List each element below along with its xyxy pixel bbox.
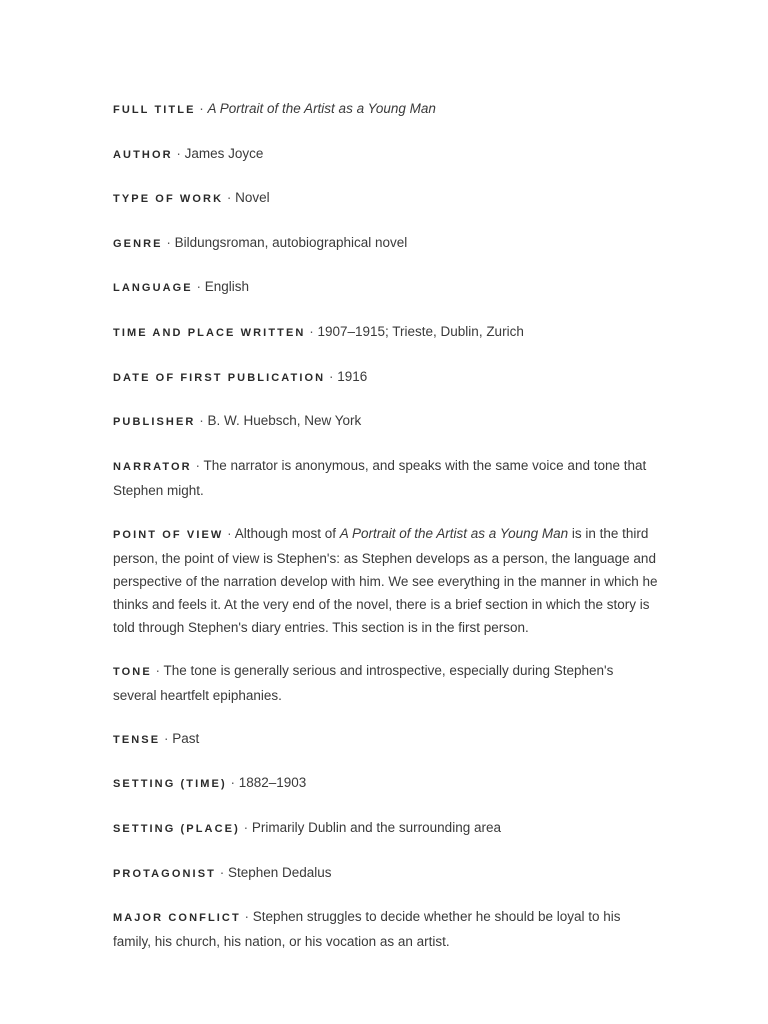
entry-tense (113, 727, 658, 752)
entry-label: TIME AND PLACE WRITTEN (113, 326, 306, 339)
separator: · (192, 279, 205, 295)
entry-label: TENSE (113, 733, 161, 746)
entry-protagonist (113, 861, 658, 886)
entry-label: TONE (113, 665, 152, 678)
separator: · (215, 864, 228, 880)
entry-setting-place (113, 816, 658, 841)
entry-value: 1882–1903 (238, 775, 307, 791)
entry-label: LANGUAGE (113, 282, 193, 295)
entry-point-of-view (113, 522, 658, 640)
entry-label: POINT OF VIEW (113, 528, 224, 541)
separator: · (325, 368, 338, 384)
fact-sheet (113, 97, 658, 973)
entry-value: The narrator is anonymous, and speaks with the same voice and tone that Stephen might. (113, 457, 647, 498)
entry-value: A Portrait of the Artist as a Young Man (207, 101, 436, 116)
entry-label: NARRATOR (113, 460, 192, 473)
entry-label: SETTING (TIME) (113, 778, 227, 791)
entry-label: DATE OF FIRST PUBLICATION (113, 371, 326, 384)
entry-value: B. W. Huebsch, New York (207, 413, 362, 429)
separator: · (226, 775, 239, 791)
separator: · (195, 101, 208, 116)
entry-value: Novel (235, 190, 270, 206)
entry-value: Bildungsroman, autobiographical novel (174, 234, 408, 250)
separator: · (239, 819, 252, 835)
entry-label: TYPE OF WORK (113, 193, 224, 206)
entry-tone (113, 659, 658, 707)
entry-value-italic-title: A Portrait of the Artist as a Young Man (339, 525, 569, 541)
separator: · (151, 662, 164, 678)
entry-label: AUTHOR (113, 148, 173, 161)
entry-label: PUBLISHER (113, 416, 196, 429)
separator: · (240, 909, 253, 925)
separator: · (223, 525, 235, 541)
entry-value: Past (172, 730, 200, 746)
separator: · (223, 190, 236, 206)
separator: · (162, 234, 175, 250)
entry-type-of-work (113, 186, 658, 211)
entry-value: Stephen Dedalus (227, 864, 332, 880)
entry-value: The tone is generally serious and introspective, especially during Stephen's several heartfelt epiphanies. (113, 662, 614, 704)
entry-language (113, 275, 658, 300)
entry-publisher (113, 409, 658, 434)
separator: · (172, 145, 185, 161)
entry-label: FULL TITLE (113, 104, 196, 116)
entry-date-of-first-publication (113, 365, 658, 390)
entry-label: SETTING (PLACE) (113, 822, 240, 835)
entry-genre (113, 231, 658, 256)
entry-author (113, 142, 658, 167)
entry-setting-time (113, 771, 658, 796)
entry-value: 1907–1915; Trieste, Dublin, Zurich (317, 323, 524, 339)
entry-time-and-place-written (113, 320, 658, 345)
entry-full-title (113, 97, 658, 122)
entry-value-part-a: Although most of (234, 525, 340, 541)
separator: · (160, 730, 173, 746)
entry-value: James Joyce (184, 145, 264, 161)
entry-value: 1916 (337, 368, 368, 384)
entry-value: English (204, 279, 250, 295)
entry-value-part-b: is in the third person, the point of view is Stephen's: as Stephen develops as a person, the language and perspective of the narration develop with him. We see everything in the manner in which he thinks and feels it. At the very end of the novel, there is a brief section in which the story is told through Stephen's diary entries. This section is in the first person. (113, 525, 658, 636)
entry-label: GENRE (113, 237, 163, 250)
entry-label: MAJOR CONFLICT (113, 912, 241, 925)
entry-value: Stephen struggles to decide whether he should be loyal to his family, his church, his nation, or his vocation as an artist. (113, 909, 621, 950)
separator: · (305, 323, 318, 339)
separator: · (191, 457, 204, 473)
entry-major-conflict (113, 905, 658, 953)
entry-narrator (113, 454, 658, 502)
entry-value: Primarily Dublin and the surrounding area (251, 819, 501, 835)
separator: · (195, 413, 208, 429)
entry-label: PROTAGONIST (113, 867, 216, 880)
